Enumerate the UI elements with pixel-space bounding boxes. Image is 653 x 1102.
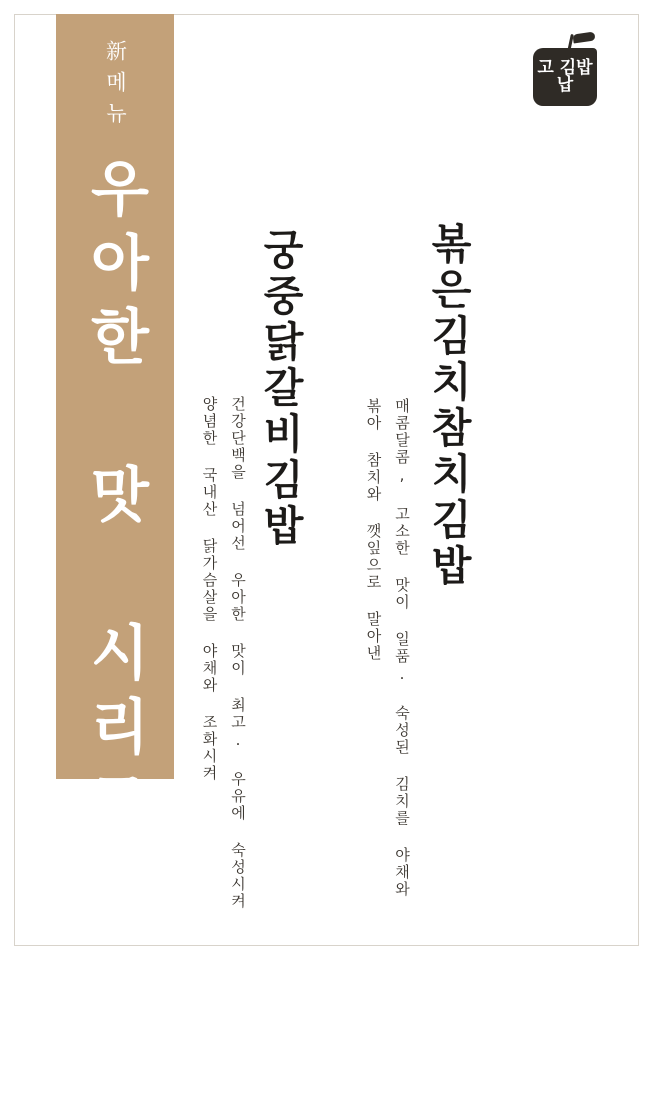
- product-description: 건강단백을 넘어선 우아한 맛이 최고. 우유에 숙성시켜 양념한 국내산 닭가슴살을 야채와 조화시켜: [200, 396, 247, 910]
- promo-eyebrow: 新메뉴: [103, 40, 128, 133]
- promo-band-content: [56, 14, 174, 1102]
- promo-band: [56, 14, 174, 1102]
- product-description: 매콤달콤, 고소한 맛이 일품. 숙성된 김치를 야채와 볶아 참치와 깻잎으로 말아낸: [364, 398, 411, 898]
- promo-subtitle: 김밥 2종 출시: [103, 861, 128, 1102]
- logo-text: 고 김밥 납: [537, 58, 593, 95]
- product-title: 궁중닭갈비김밥: [256, 228, 304, 550]
- product-title: 볶은김치참치김밥: [424, 222, 472, 590]
- promo-title: 우아한 맛 시리즈: [80, 157, 150, 843]
- brand-logo: [533, 34, 605, 110]
- logo-leaf-icon: [572, 32, 595, 44]
